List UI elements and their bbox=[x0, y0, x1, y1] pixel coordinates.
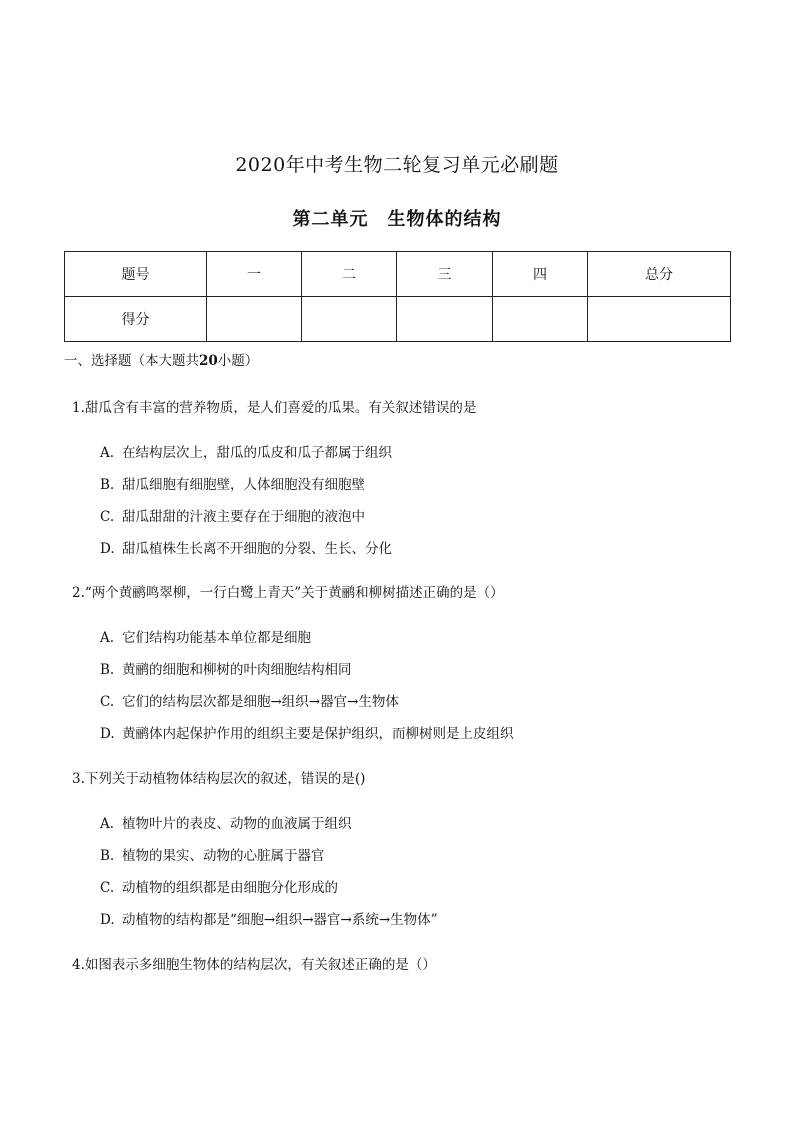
score-cell bbox=[207, 297, 302, 342]
option-text: 甜瓜植株生长离不开细胞的分裂、生长、分化 bbox=[122, 541, 392, 557]
option-text: 黄鹂体内起保护作用的组织主要是保护组织，而柳树则是上皮组织 bbox=[122, 726, 514, 742]
document-title: 2020年中考生物二轮复习单元必刷题 bbox=[235, 154, 559, 176]
score-row-label: 得分 bbox=[65, 297, 207, 342]
option-letter: B. bbox=[100, 662, 115, 678]
table-header-cell: 三 bbox=[397, 252, 493, 297]
unit-title: 第二单元 生物体的结构 bbox=[292, 209, 502, 230]
question-2-option-d bbox=[100, 722, 514, 742]
question-2-option-a bbox=[100, 626, 311, 646]
option-letter: A. bbox=[100, 445, 115, 461]
option-letter: D. bbox=[100, 541, 115, 557]
score-cell bbox=[302, 297, 397, 342]
question-1-option-c bbox=[100, 505, 365, 525]
option-text: 它们结构功能基本单位都是细胞 bbox=[122, 630, 311, 646]
table-header-cell: 总分 bbox=[588, 252, 731, 297]
section-suffix: 小题） bbox=[217, 353, 259, 369]
score-cell bbox=[588, 297, 731, 342]
question-3-option-b bbox=[100, 844, 325, 864]
option-letter: B. bbox=[100, 477, 115, 493]
question-3: 3.下列关于动植物体结构层次的叙述，错误的是() bbox=[72, 771, 366, 787]
question-3-option-d bbox=[100, 908, 438, 928]
option-text: 它们的结构层次都是细胞→组织→器官→生物体 bbox=[122, 694, 399, 710]
question-1-option-d bbox=[100, 537, 392, 557]
option-text: 植物叶片的表皮、动物的血液属于组织 bbox=[122, 816, 352, 832]
table-header-cell: 题号 bbox=[65, 252, 207, 297]
score-cell bbox=[397, 297, 493, 342]
question-4: 4.如图表示多细胞生物体的结构层次，有关叙述正确的是（） bbox=[72, 957, 436, 973]
score-table-header-row bbox=[65, 252, 731, 297]
question-3-option-a bbox=[100, 812, 352, 832]
option-letter: D. bbox=[100, 912, 115, 928]
score-table-score-row bbox=[65, 297, 731, 342]
score-cell bbox=[493, 297, 588, 342]
option-text: 黄鹂的细胞和柳树的叶肉细胞结构相同 bbox=[122, 662, 352, 678]
table-header-cell: 二 bbox=[302, 252, 397, 297]
question-3-option-c bbox=[100, 876, 338, 896]
question-2-option-b bbox=[100, 658, 352, 678]
option-letter: C. bbox=[100, 694, 115, 710]
option-text: 动植物的结构都是“细胞→组织→器官→系统→生物体” bbox=[122, 912, 438, 928]
question-2-option-c bbox=[100, 690, 399, 710]
option-letter: B. bbox=[100, 848, 115, 864]
option-text: 甜瓜甜甜的汁液主要存在于细胞的液泡中 bbox=[122, 509, 365, 525]
option-letter: A. bbox=[100, 816, 115, 832]
option-letter: D. bbox=[100, 726, 115, 742]
question-2: 2.“两个黄鹂鸣翠柳，一行白鹭上青天”关于黄鹂和柳树描述正确的是（） bbox=[72, 585, 504, 601]
score-table bbox=[64, 251, 731, 342]
question-1-option-a bbox=[100, 441, 392, 461]
option-letter: C. bbox=[100, 880, 115, 896]
question-1-option-b bbox=[100, 473, 365, 493]
option-letter: C. bbox=[100, 509, 115, 525]
section-count: 20 bbox=[199, 353, 218, 369]
section-prefix: 一、选择题（本大题共 bbox=[64, 353, 199, 369]
option-letter: A. bbox=[100, 630, 115, 646]
option-text: 甜瓜细胞有细胞壁，人体细胞没有细胞壁 bbox=[122, 477, 365, 493]
option-text: 植物的果实、动物的心脏属于器官 bbox=[122, 848, 325, 864]
table-header-cell: 四 bbox=[493, 252, 588, 297]
question-1: 1.甜瓜含有丰富的营养物质，是人们喜爱的瓜果。有关叙述错误的是 bbox=[72, 400, 477, 416]
section-heading bbox=[64, 349, 258, 369]
option-text: 动植物的组织都是由细胞分化形成的 bbox=[122, 880, 338, 896]
option-text: 在结构层次上，甜瓜的瓜皮和瓜子都属于组织 bbox=[122, 445, 392, 461]
table-header-cell: 一 bbox=[207, 252, 302, 297]
